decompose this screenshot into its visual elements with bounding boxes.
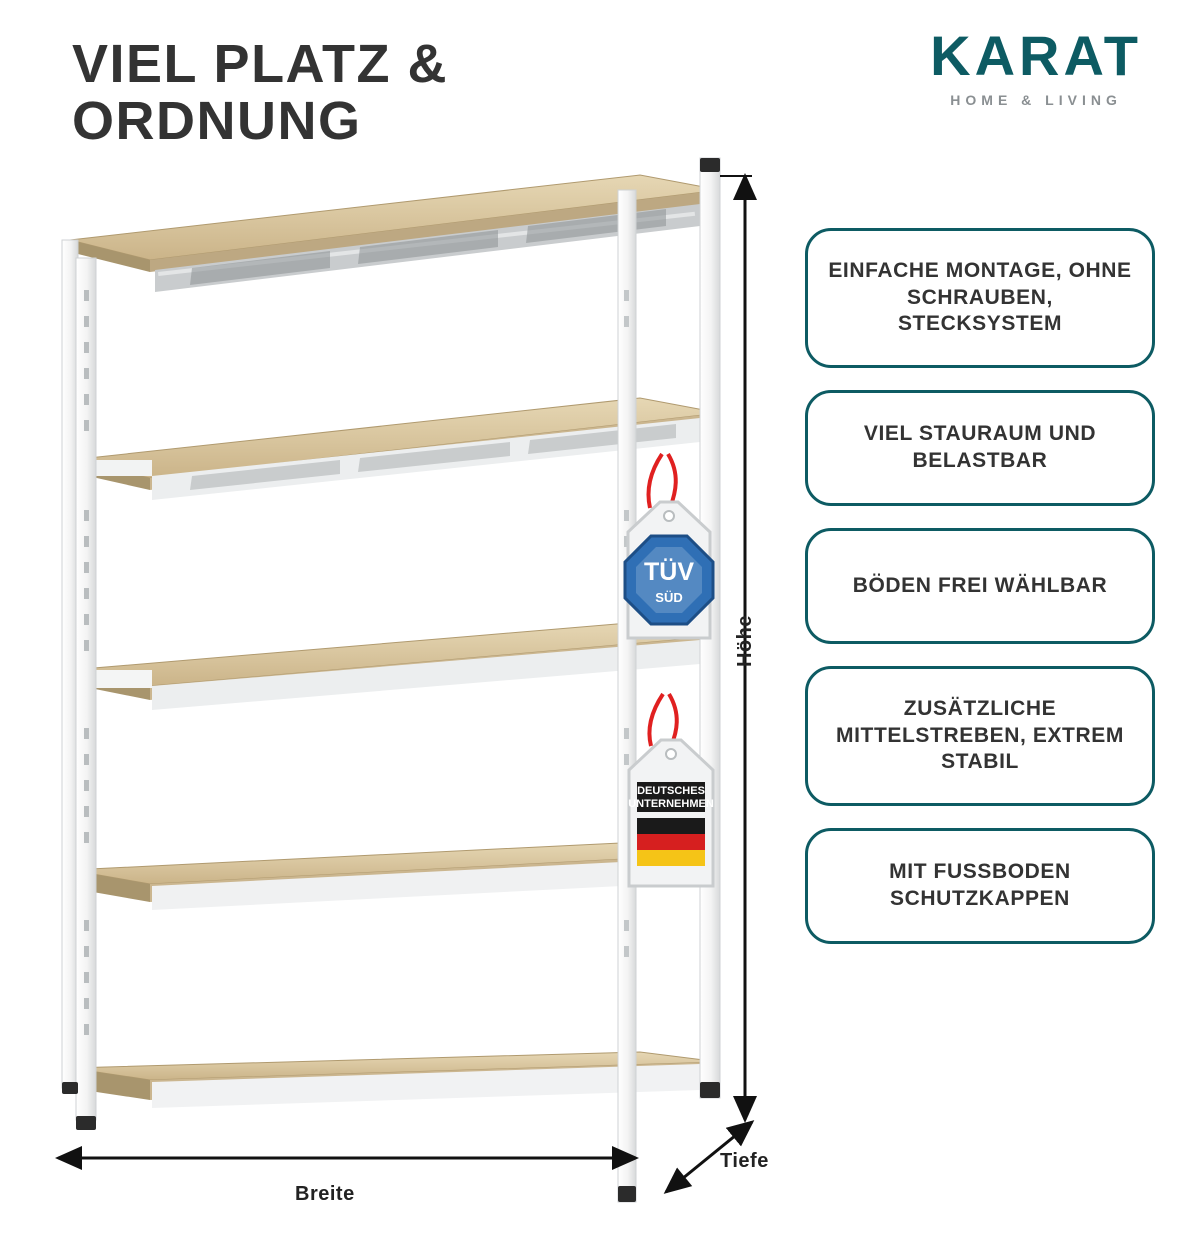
page-title-line1: VIEL PLATZ & [72,34,449,94]
german-badge-line1: DEUTSCHES [637,785,705,797]
brand-name: KARAT [930,24,1142,87]
feature-item-stauraum [805,390,1155,506]
tuv-sub-label: SÜD [655,590,683,605]
feature-item-montage [805,228,1155,368]
german-flag-icon [637,818,705,866]
feature-label: BÖDEN FREI WÄHLBAR [852,573,1108,597]
feature-item-schutzkappen [805,828,1155,944]
feature-item-mittelstreben [805,666,1155,806]
german-badge-line2: UNTERNEHMEN [628,798,714,810]
height-dimension-label: Höhe [734,615,756,667]
feature-label: MIT FUSSBODEN SCHUTZKAPPEN [889,860,1071,910]
width-dimension-label: Breite [295,1183,355,1205]
feature-list [805,228,1155,966]
feature-label: EINFACHE MONTAGE, OHNE SCHRAUBEN, STECKSYSTEM [828,258,1132,336]
depth-dimension-label: Tiefe [720,1150,769,1172]
feature-label: VIEL STAURAUM UND BELASTBAR [863,422,1097,472]
tuv-main-label: TÜV [644,558,694,586]
tuv-badge [580,450,750,685]
feature-item-boeden [805,528,1155,644]
feature-label: ZUSÄTZLICHE MITTELSTREBEN, EXTREM STABIL [836,696,1124,774]
page-title-line2: ORDNUNG [72,90,362,151]
brand-logo [930,24,1142,108]
brand-tagline: HOME & LIVING [950,92,1122,108]
german-company-badge [585,690,755,945]
shelf-illustration [40,130,780,1210]
